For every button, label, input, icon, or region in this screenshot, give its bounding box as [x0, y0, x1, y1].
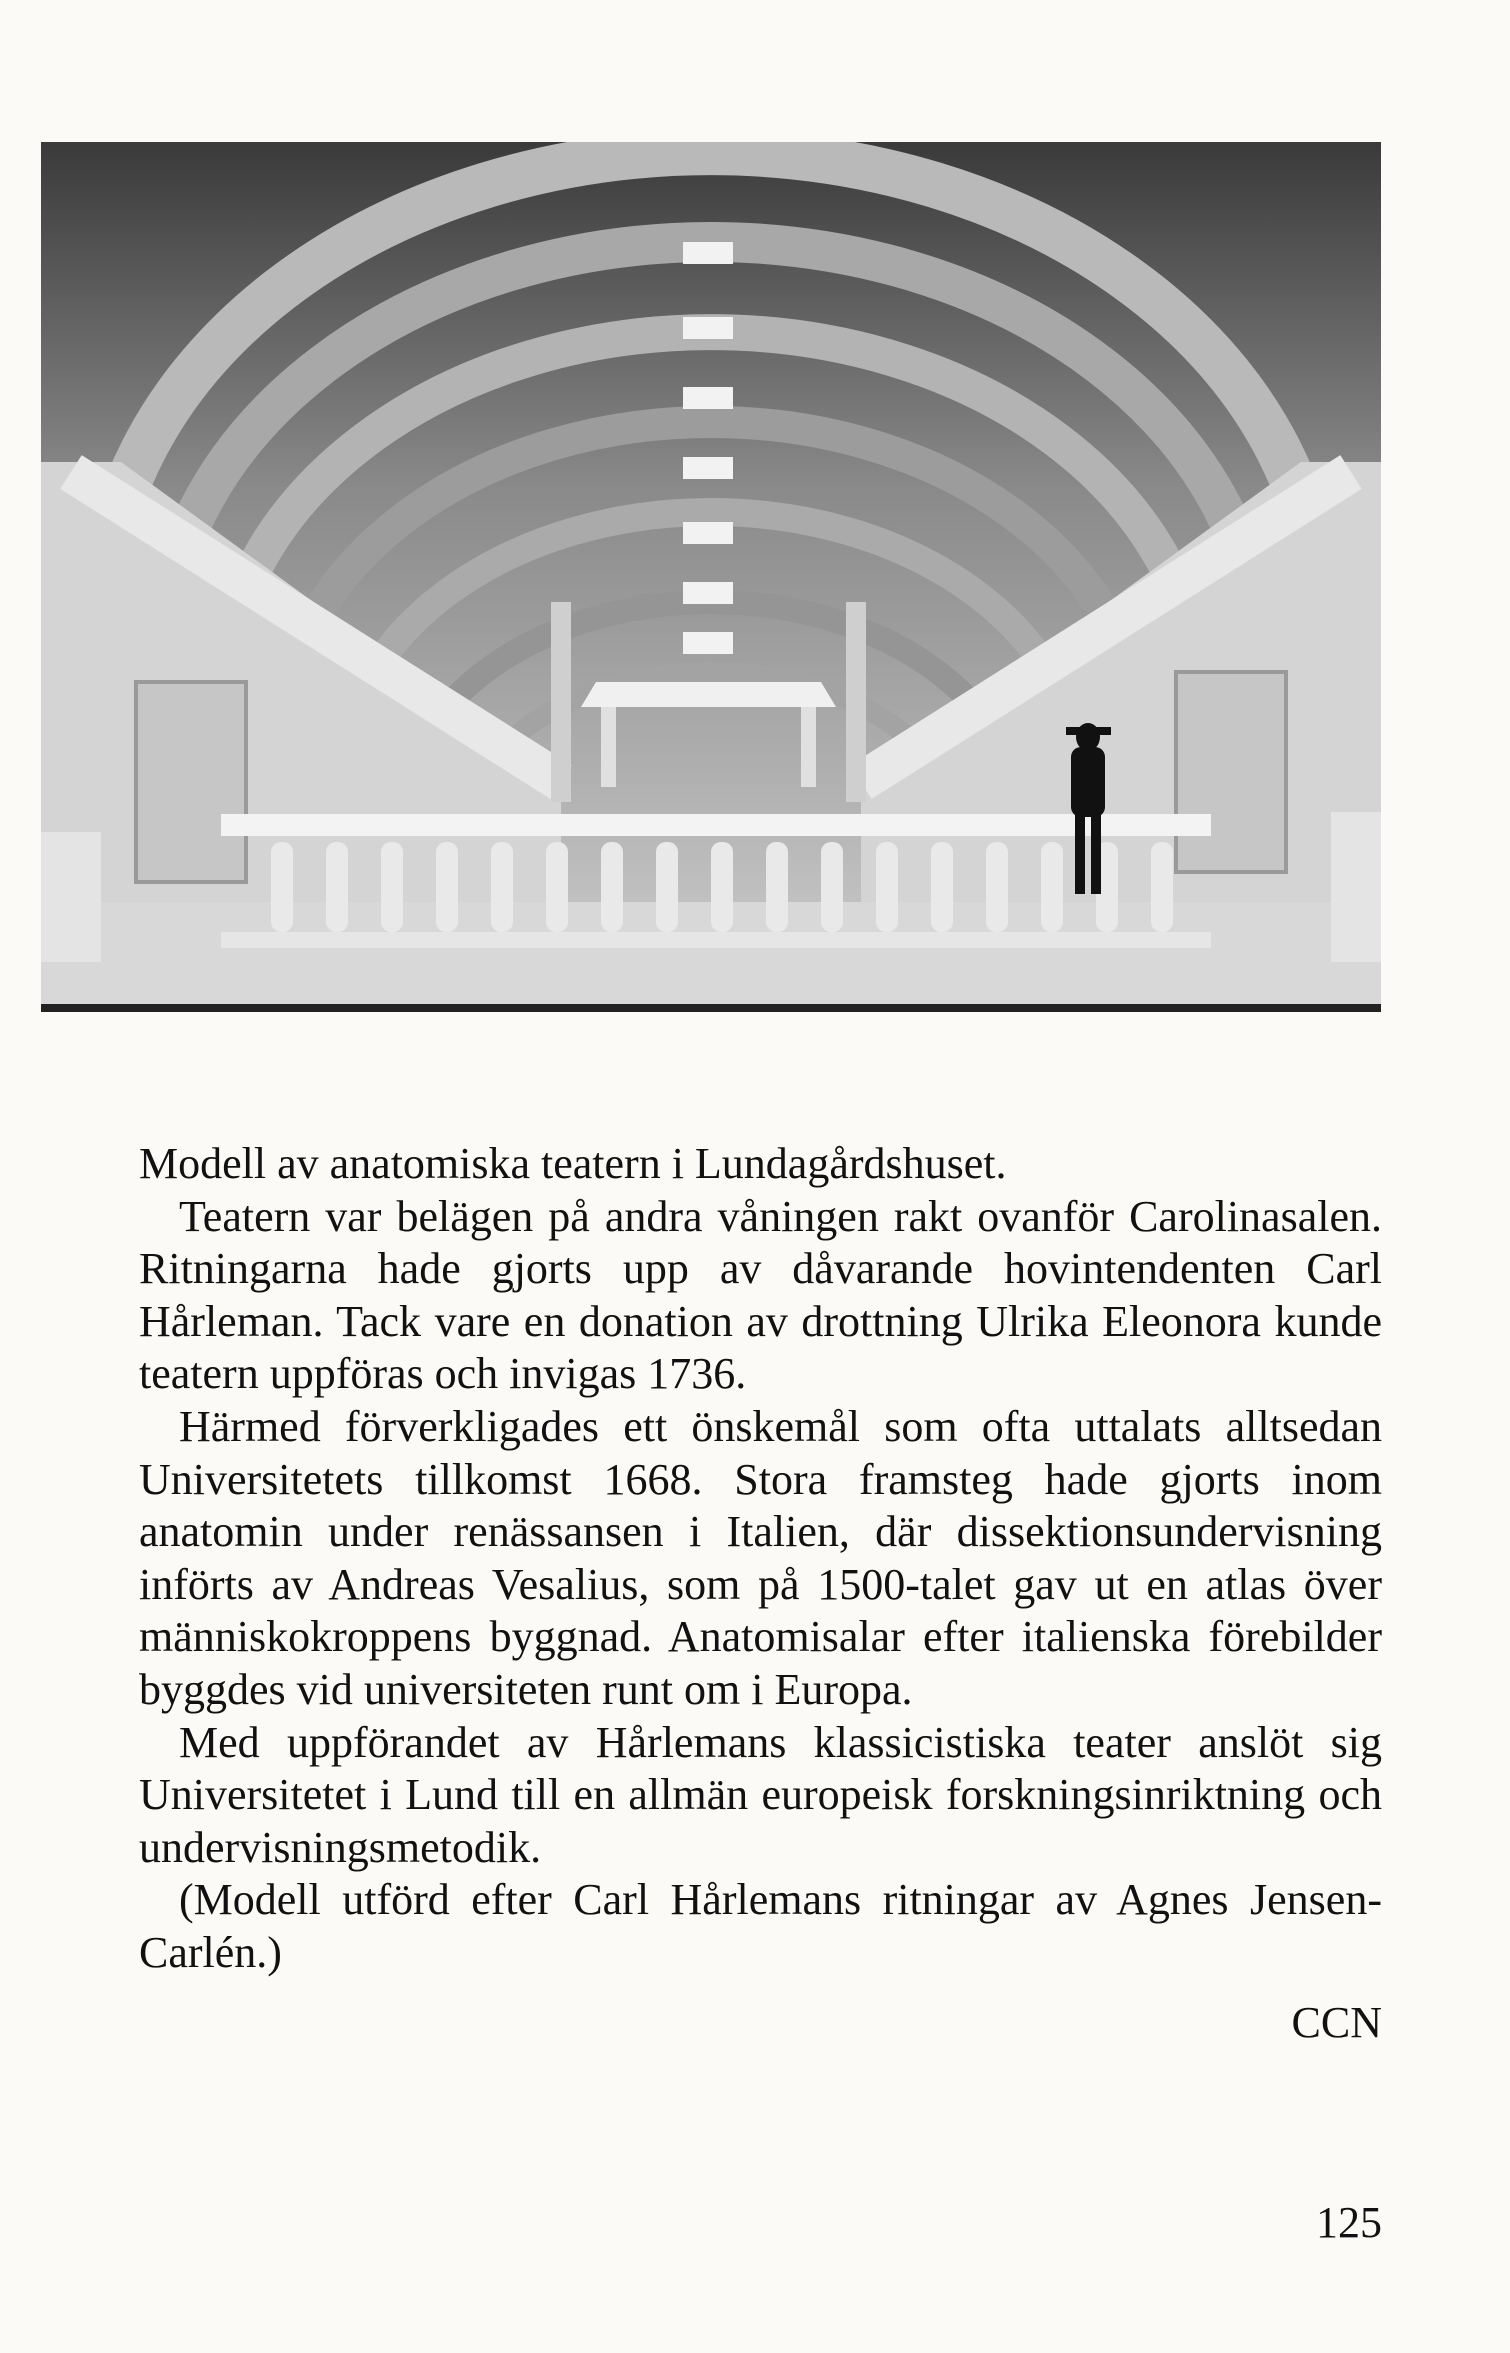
- page-number: 125: [1316, 2198, 1382, 2247]
- photo-illustration: [41, 142, 1381, 1012]
- caption-paragraph-4: (Modell utförd efter Carl Hårlemans ritningar av Agnes Jensen-Carlén.): [139, 1875, 1382, 1977]
- photo-anatomical-theatre-model: [41, 142, 1381, 1012]
- caption-paragraph-2: Härmed förverkligades ett önskemål som ofta uttalats alltsedan Universitetets tillkomst 1668. Stora framsteg hade gjorts inom anatomin under renässansen i Italien, där dissektionsundervisning införts av Andreas Vesalius, som på 1500-talet gav ut en atlas över människokroppens byggnad. Anatomisalar efter italienska förebilder byggdes vid universiteten runt om i Europa.: [139, 1401, 1382, 1714]
- caption-paragraph-1: Teatern var belägen på andra våningen rakt ovanför Carolinasalen. Ritningarna hade gjorts upp av dåvarande hovintendenten Carl Hårleman. Tack vare en donation av drottning Ulrika Eleonora kunde teatern uppföras och invigas 1736.: [139, 1191, 1382, 1399]
- caption-title: Modell av anatomiska teatern i Lundagårdshuset.: [139, 1139, 1007, 1188]
- caption: [139, 1138, 1382, 1980]
- caption-paragraph-3: Med uppförandet av Hårlemans klassicistiska teater anslöt sig Universitetet i Lund till en allmän europeisk forskningsinriktning och undervisningsmetodik.: [139, 1717, 1382, 1872]
- author-signature: CCN: [1291, 1998, 1382, 2047]
